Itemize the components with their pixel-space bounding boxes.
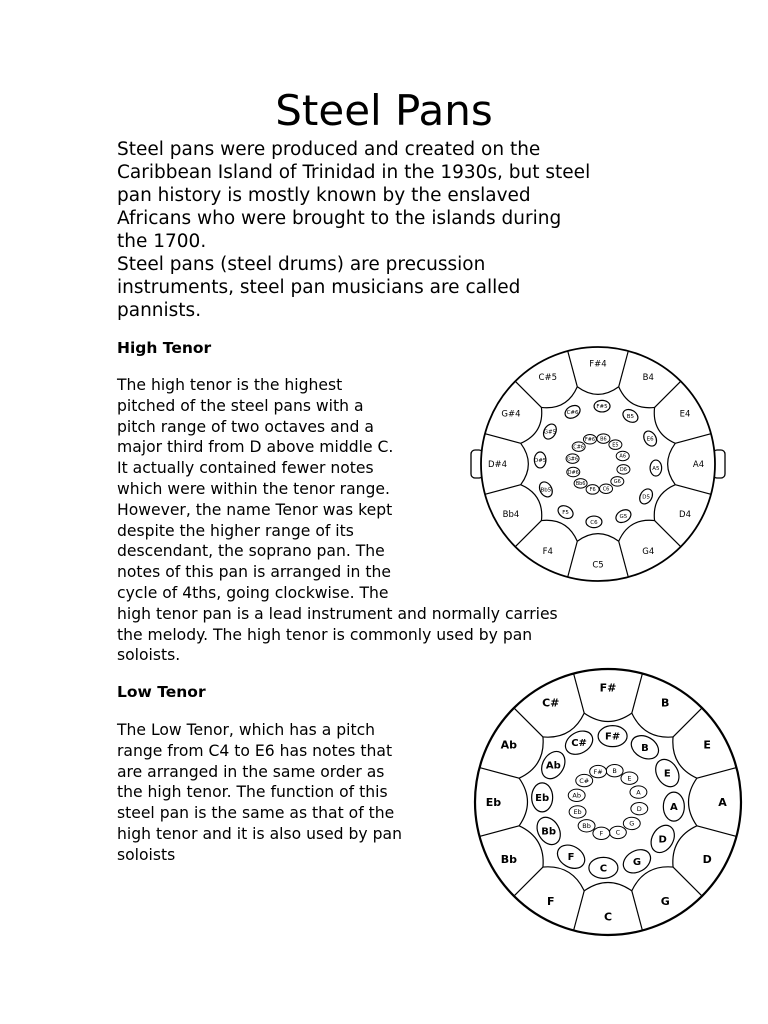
text-line: cycle of 4ths, going clockwise. The	[117, 583, 389, 602]
high-tenor-inner-note: D#6	[567, 469, 579, 476]
text-line: despite the higher range of its	[117, 521, 354, 540]
text-line: The high tenor is the highest	[117, 376, 343, 394]
text-line: pan history is mostly known by the enslaved	[117, 185, 531, 206]
low-tenor-inner-note: Bb	[582, 822, 591, 831]
low-tenor-middle-note: A	[669, 802, 678, 814]
low-tenor-outer-note: E	[703, 738, 711, 752]
intro-paragraph-2	[117, 253, 657, 322]
low-tenor-outer-note: C	[603, 910, 613, 924]
text-line: Steel pans were produced and created on the	[117, 139, 541, 160]
text-line: pitched of the steel pans with a	[117, 396, 364, 415]
text-line: Africans who were brought to the islands during	[117, 208, 562, 229]
low-tenor-inner-note: E	[627, 774, 632, 783]
high-tenor-middle-note: G5	[619, 514, 628, 521]
high-tenor-inner-note: D6	[619, 467, 627, 474]
high-tenor-heading: High Tenor	[117, 339, 212, 357]
high-tenor-middle-note: D5	[642, 494, 650, 501]
low-tenor-outer-note: C#	[542, 696, 560, 710]
low-tenor-heading: Low Tenor	[117, 683, 206, 701]
low-tenor-inner-note: F#	[593, 767, 603, 776]
low-tenor-inner-note: C	[615, 828, 621, 837]
text-line: major third from D above middle C.	[117, 438, 394, 457]
text-line: which were within the tenor range.	[117, 479, 390, 498]
text-line: are arranged in the same order as	[117, 762, 385, 781]
high-tenor-inner-note: G6	[613, 479, 621, 486]
low-tenor-outer-note: D	[702, 853, 712, 867]
low-tenor-middle-note: B	[641, 742, 649, 754]
low-tenor-middle-note: Eb	[535, 792, 550, 804]
low-tenor-outer-note: F#	[599, 681, 617, 695]
high-tenor-outer-note: C5	[592, 560, 604, 571]
high-tenor-diagram	[452, 345, 752, 595]
text-line: The Low Tenor, which has a pitch	[117, 721, 376, 739]
high-tenor-middle-note: G#5	[543, 429, 557, 436]
high-tenor-outer-note: F#4	[589, 359, 607, 370]
text-line: descendant, the soprano pan. The	[117, 542, 385, 561]
high-tenor-middle-note: B5	[626, 413, 635, 420]
text-line: the high tenor. The function of this	[117, 783, 388, 802]
high-tenor-outer-note: D4	[679, 510, 692, 521]
high-tenor-inner-note: E5	[612, 442, 619, 449]
low-tenor-inner-note: C#	[579, 776, 590, 785]
low-tenor-outer-note: G	[660, 895, 670, 909]
high-tenor-outer-note: B4	[642, 372, 654, 383]
low-tenor-middle-note: Bb	[541, 826, 557, 838]
high-tenor-middle-note: Bb5	[540, 487, 552, 494]
high-tenor-outer-note: D#4	[487, 459, 508, 470]
high-tenor-outer-note: A4	[692, 459, 705, 470]
high-tenor-middle-note: F5	[562, 510, 569, 517]
low-tenor-outer-note: Ab	[500, 738, 518, 752]
high-tenor-outer-note: F4	[542, 547, 553, 558]
low-tenor-middle-note: G	[632, 856, 642, 868]
low-tenor-outer-note: A	[718, 795, 727, 809]
text-line: However, the name Tenor was kept	[117, 500, 393, 519]
high-tenor-inner-note: Bb6	[575, 481, 586, 488]
low-tenor-middle-note: E	[663, 768, 671, 780]
high-tenor-middle-note: E6	[646, 436, 654, 443]
text-line: pitch range of two octaves and a	[117, 417, 374, 436]
text-line: instruments, steel pan musicians are called	[117, 277, 521, 298]
high-tenor-outer-note: Bb4	[502, 510, 520, 521]
high-tenor-outer-note: E4	[679, 409, 691, 420]
low-tenor-middle-note: C	[599, 863, 608, 875]
text-line: soloists	[117, 845, 176, 864]
low-tenor-inner-note: A	[636, 788, 641, 797]
low-tenor-middle-note: D	[658, 834, 667, 846]
text-line: It actually contained fewer notes	[117, 459, 374, 478]
text-line: range from C4 to E6 has notes that	[117, 741, 393, 760]
low-tenor-middle-note: C#	[571, 738, 587, 750]
high-tenor-outer-note: G#4	[501, 409, 521, 420]
high-tenor-inner-note: F#6	[584, 437, 596, 444]
text-line: Steel pans (steel drums) are precussion	[117, 254, 486, 275]
high-tenor-outer-note: G4	[642, 547, 655, 558]
low-tenor-outer-note: Eb	[485, 795, 502, 809]
low-tenor-outer-note: F	[546, 895, 555, 909]
low-tenor-text	[117, 720, 402, 866]
text-line: the 1700.	[117, 231, 207, 252]
high-tenor-outer-note: C#5	[538, 372, 557, 383]
high-tenor-inner-note: G#6	[566, 456, 579, 463]
low-tenor-inner-note: B	[612, 766, 617, 775]
low-tenor-inner-note: Eb	[573, 808, 582, 817]
text-line: soloists.	[117, 646, 181, 665]
text-line: high tenor and it is also used by pan	[117, 824, 402, 843]
high-tenor-middle-note: D#5	[533, 457, 547, 464]
page-title: Steel Pans	[275, 86, 493, 135]
high-tenor-inner-note: A6	[619, 453, 627, 460]
high-tenor-middle-note: F#5	[596, 404, 608, 411]
high-tenor-middle-note: C#6	[566, 409, 579, 416]
low-tenor-middle-note: Ab	[545, 760, 561, 772]
intro-text	[117, 138, 657, 322]
intro-paragraph-1	[117, 138, 657, 253]
low-tenor-outer-note: Bb	[500, 853, 517, 867]
low-tenor-middle-note: F#	[604, 731, 621, 743]
high-tenor-middle-note: A5	[652, 465, 660, 472]
high-tenor-middle-note: C6	[590, 519, 598, 526]
low-tenor-outer-note: B	[661, 696, 670, 710]
text-line: pannists.	[117, 300, 202, 321]
text-line: the melody. The high tenor is commonly used by pan	[117, 625, 533, 644]
text-line: high tenor pan is a lead instrument and normally carries	[117, 604, 558, 623]
low-tenor-middle-note: F	[567, 852, 575, 864]
low-tenor-inner-note: Ab	[572, 791, 581, 800]
high-tenor-inner-note: F6	[589, 487, 596, 494]
low-tenor-inner-note: G	[629, 819, 635, 828]
low-tenor-inner-note: D	[636, 804, 642, 813]
high-tenor-inner-note: C#6	[573, 444, 585, 451]
high-tenor-inner-note: B6	[600, 436, 607, 443]
text-line: notes of this pan is arranged in the	[117, 563, 391, 582]
text-line: steel pan is the same as that of the	[117, 804, 395, 823]
low-tenor-inner-note: F	[599, 829, 604, 838]
text-line: Caribbean Island of Trinidad in the 1930s, but steel	[117, 162, 591, 183]
high-tenor-inner-note: C6	[602, 486, 610, 493]
low-tenor-diagram	[468, 662, 753, 947]
